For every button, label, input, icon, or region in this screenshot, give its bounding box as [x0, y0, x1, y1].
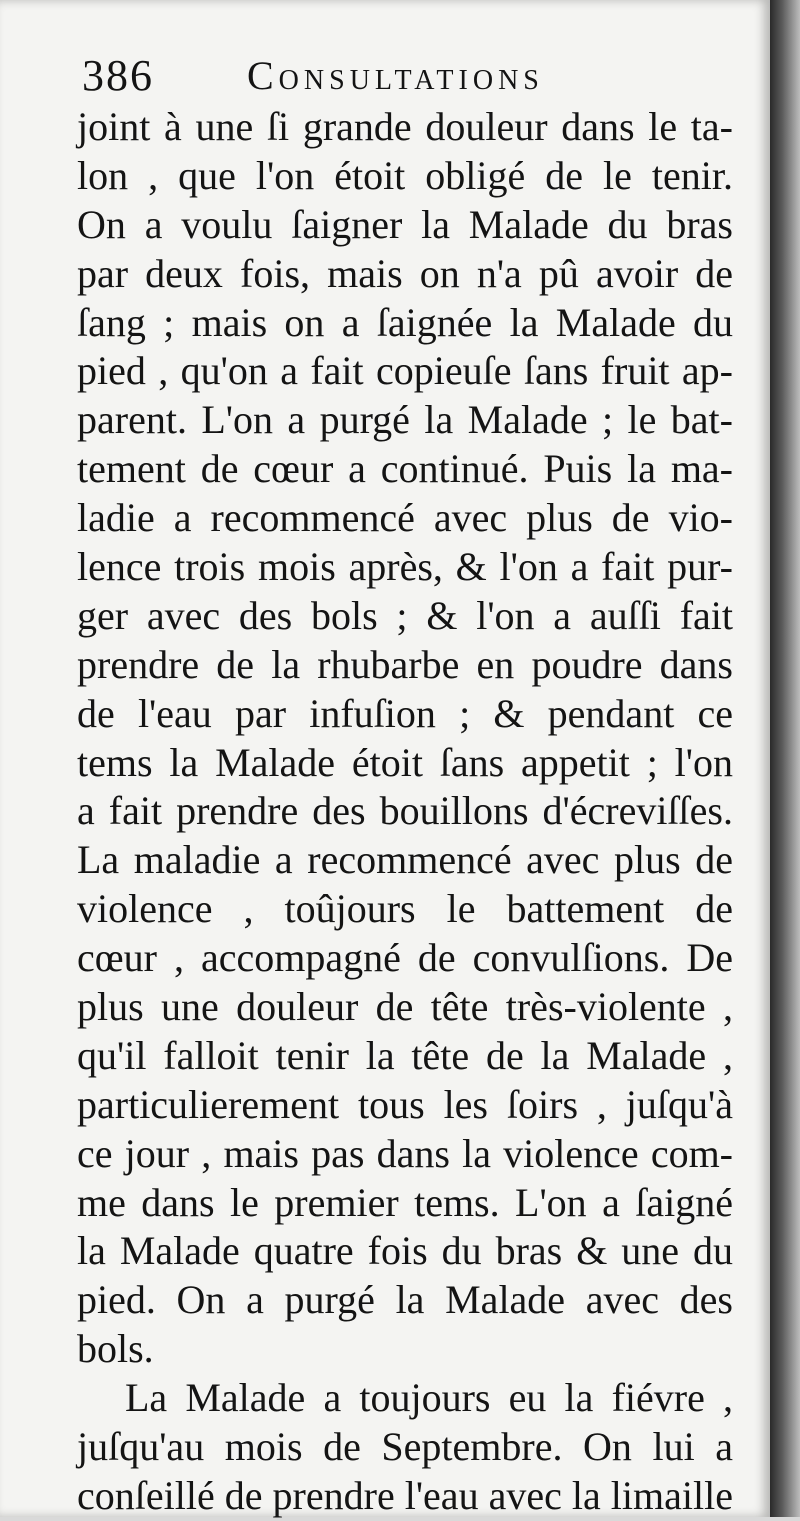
text-line: parent. L'on a purgé la Malade ; le bat-: [77, 397, 733, 443]
text-line: particulierement tous les ſoirs , juſqu'à: [77, 1081, 733, 1127]
text-line: lence trois mois après, & l'on a fait pur-: [77, 544, 733, 590]
text-line: la Malade quatre fois du bras & une du: [77, 1228, 733, 1274]
text-line: prendre de la rhubarbe en poudre dans: [77, 641, 733, 687]
text-line-paragraph-start: La Malade a toujours eu la fiévre ,: [125, 1375, 733, 1421]
page-edge-shadow: [770, 0, 800, 1517]
text-line: joint à une ſi grande douleur dans le ta-: [77, 104, 733, 149]
text-line: plus une douleur de tête très-violente ,: [77, 984, 733, 1030]
text-line: lon , que l'on étoit obligé de le tenir.: [77, 152, 733, 198]
text-line: On a voulu ſaigner la Malade du bras: [77, 201, 733, 247]
text-line: ger avec des bols ; & l'on a auſſi fait: [77, 592, 733, 638]
text-line: violence , toûjours le battement de: [77, 886, 733, 932]
text-line: ſang ; mais on a ſaignée la Malade du: [77, 299, 733, 345]
running-head: Consultations: [247, 53, 544, 98]
body-text: [77, 103, 733, 1521]
text-line: juſqu'au mois de Septembre. On lui a: [77, 1424, 733, 1470]
text-line: pied. On a purgé la Malade avec des: [77, 1277, 733, 1323]
text-line: pied , qu'on a fait copieuſe ſans fruit ap-: [77, 348, 733, 394]
text-line: cœur , accompagné de convulſions. De: [77, 935, 733, 981]
page-header: [82, 46, 742, 106]
text-line: conſeillé de prendre l'eau avec la limaille: [77, 1472, 733, 1518]
text-line: de l'eau par infuſion ; & pendant ce: [77, 690, 733, 736]
text-line: tement de cœur a continué. Puis la ma-: [77, 446, 733, 492]
text-line: tems la Malade étoit ſans appetit ; l'on: [77, 739, 733, 785]
text-line: La maladie a recommencé avec plus de: [77, 837, 733, 883]
text-line: ce jour , mais pas dans la violence com-: [77, 1130, 733, 1176]
text-line: me dans le premier tems. L'on a ſaigné: [77, 1179, 733, 1225]
text-line-paragraph-end: bols.: [77, 1326, 154, 1372]
text-line: qu'il falloit tenir la tête de la Malade ,: [77, 1032, 733, 1078]
text-line: ladie a recommencé avec plus de vio-: [77, 495, 733, 541]
page-number: 386: [82, 51, 154, 100]
text-line: par deux fois, mais on n'a pû avoir de: [77, 250, 733, 296]
text-line: a fait prendre des bouillons d'écreviſſes.: [77, 788, 733, 834]
